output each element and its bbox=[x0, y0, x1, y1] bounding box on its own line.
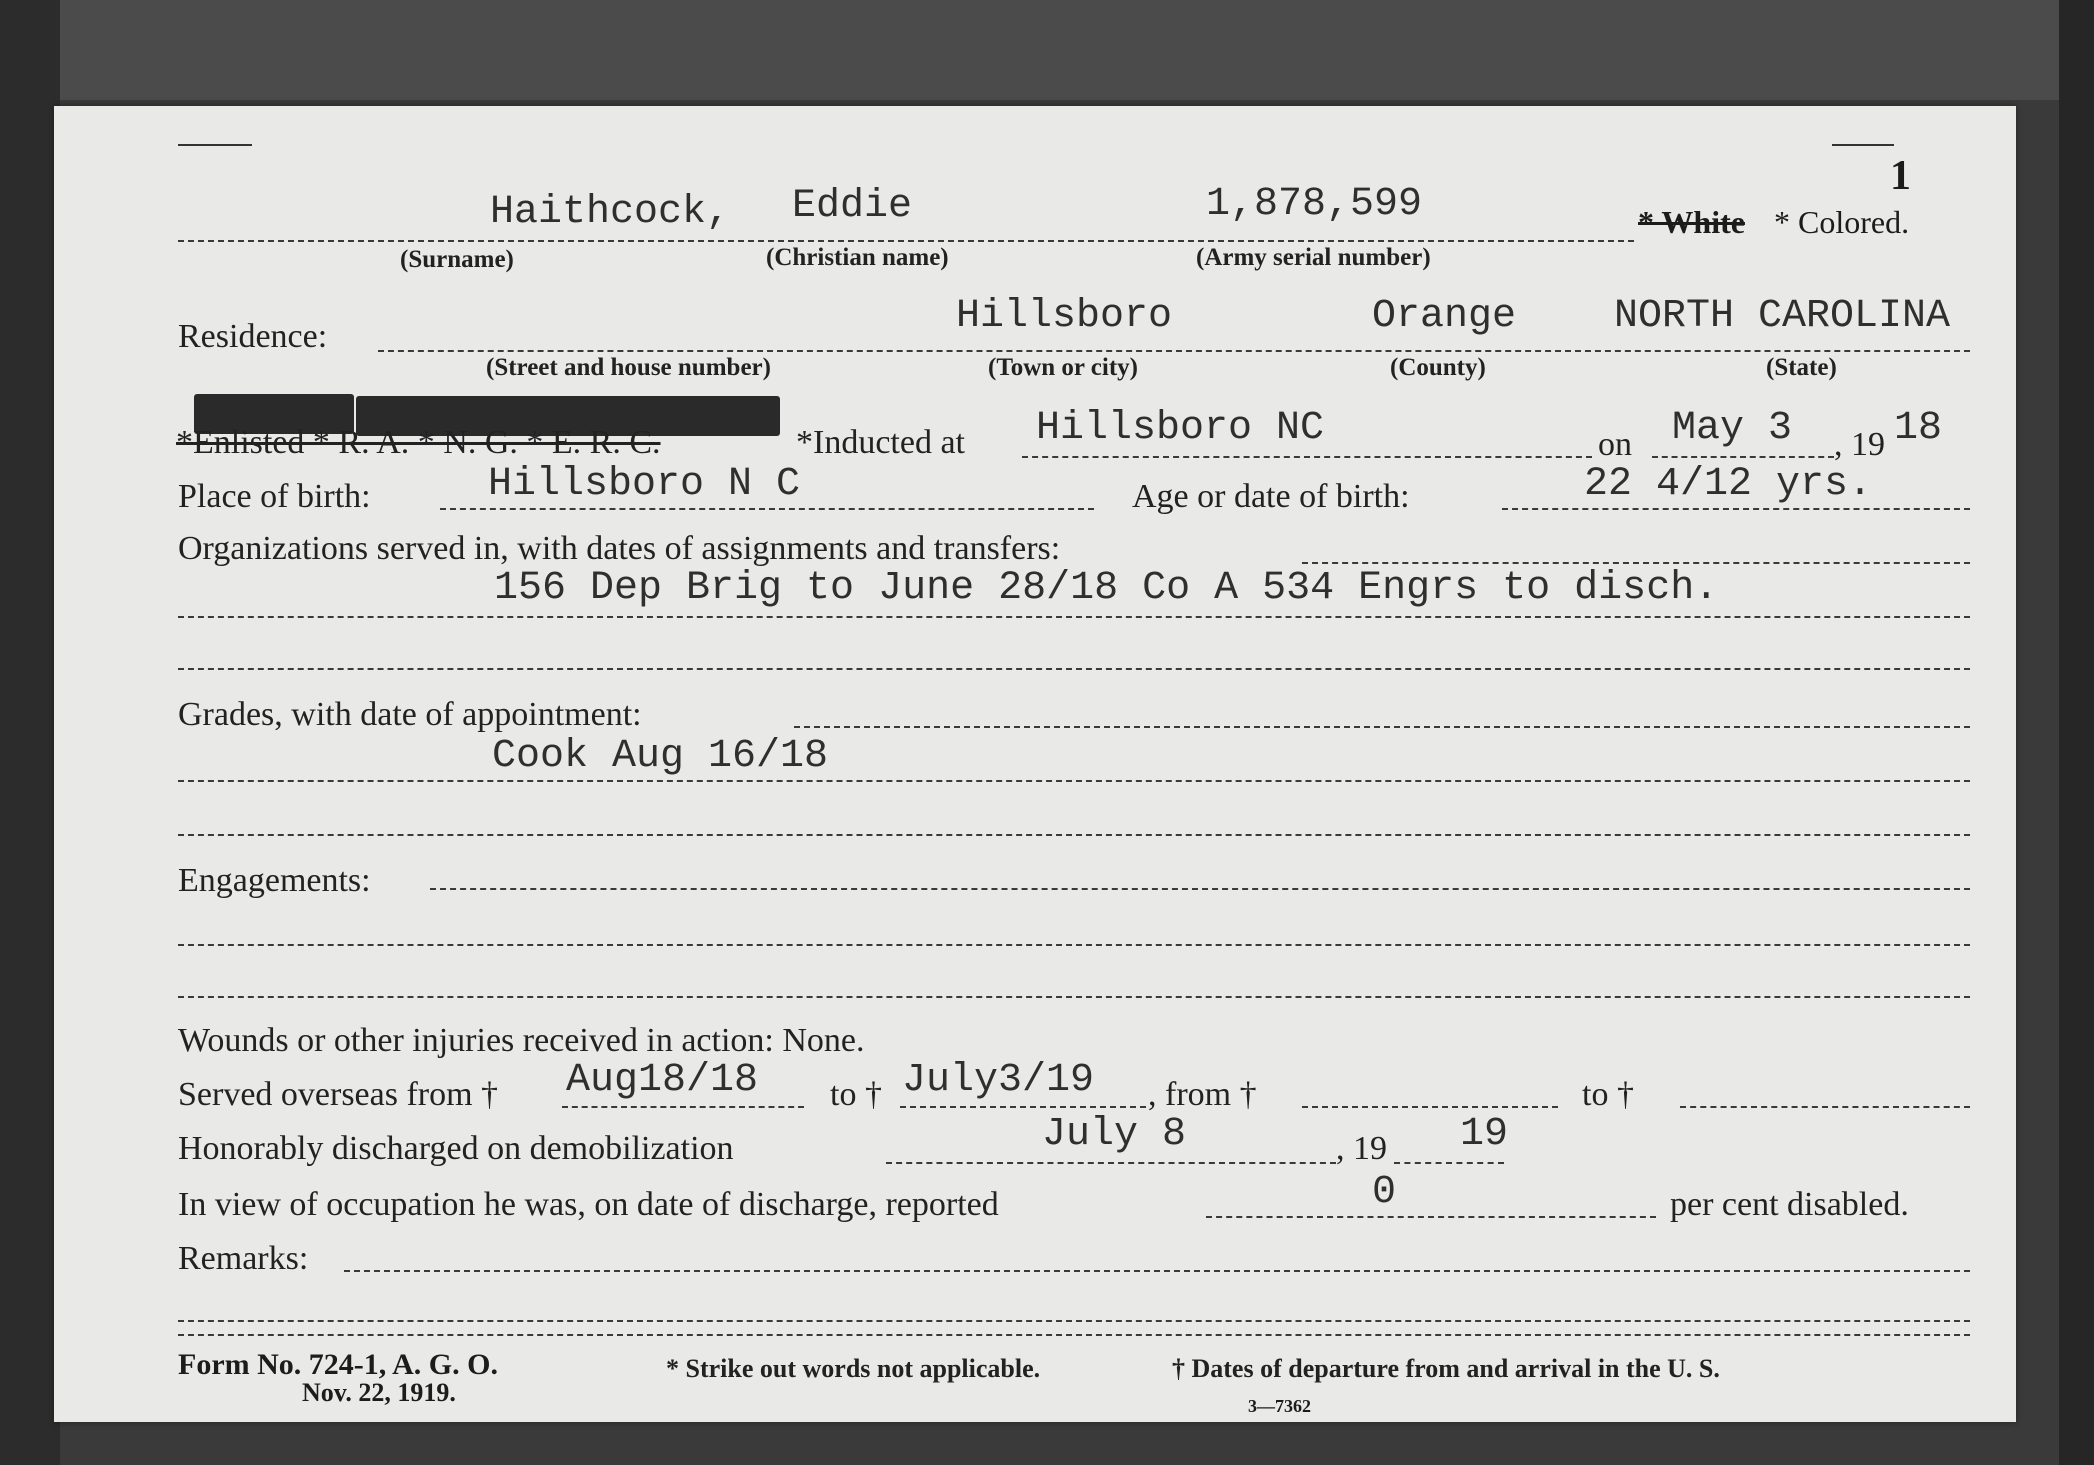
overseas-to-label: to † bbox=[830, 1076, 882, 1113]
engagements-line-2 bbox=[178, 996, 1970, 998]
inducted-at-value: Hillsboro NC bbox=[1036, 406, 1325, 451]
remarks-line-0 bbox=[344, 1270, 1970, 1272]
residence-label: Residence: bbox=[178, 318, 328, 355]
background-right bbox=[2059, 0, 2094, 1465]
surname-value: Haithcock, bbox=[490, 190, 731, 235]
town-caption: (Town or city) bbox=[988, 354, 1138, 381]
service-record-card bbox=[54, 106, 2016, 1422]
age-value: 22 4/12 yrs. bbox=[1584, 462, 1873, 507]
street-caption: (Street and house number) bbox=[486, 354, 771, 381]
residence-state-value: NORTH CAROLINA bbox=[1614, 294, 1951, 339]
place-of-birth-line bbox=[440, 508, 1094, 510]
overseas-from2-label: , from † bbox=[1148, 1076, 1257, 1113]
background-left bbox=[0, 0, 60, 1465]
overseas-from-value: Aug18/18 bbox=[566, 1058, 759, 1103]
overseas-to-line bbox=[900, 1106, 1146, 1108]
organizations-label: Organizations served in, with dates of assignments and transfers: bbox=[178, 530, 1061, 567]
disability-label: In view of occupation he was, on date of discharge, reported bbox=[178, 1186, 999, 1223]
state-caption: (State) bbox=[1766, 354, 1837, 381]
christian-name-caption: (Christian name) bbox=[766, 244, 949, 271]
remarks-line-1 bbox=[178, 1320, 1970, 1322]
inducted-line bbox=[1022, 456, 1592, 458]
age-label: Age or date of birth: bbox=[1132, 478, 1410, 515]
grades-line-0 bbox=[794, 726, 1970, 728]
discharge-year-prefix: , 19 bbox=[1336, 1130, 1387, 1167]
overseas-from2-line bbox=[1302, 1106, 1558, 1108]
induction-date-line bbox=[1652, 456, 1834, 458]
top-right-mark bbox=[1832, 144, 1894, 146]
christian-name-value: Eddie bbox=[792, 184, 913, 229]
print-code: 3—7362 bbox=[1248, 1396, 1311, 1416]
county-caption: (County) bbox=[1390, 354, 1486, 381]
residence-town-value: Hillsboro bbox=[956, 294, 1173, 339]
grades-label: Grades, with date of appointment: bbox=[178, 696, 642, 733]
surname-caption: (Surname) bbox=[400, 246, 514, 273]
organizations-line-1 bbox=[178, 616, 1970, 618]
colored-label: * Colored. bbox=[1774, 204, 1910, 240]
organizations-line-2 bbox=[178, 668, 1970, 670]
residence-line bbox=[378, 350, 1970, 352]
strike-note: * Strike out words not applicable. bbox=[666, 1354, 1041, 1383]
residence-county-value: Orange bbox=[1372, 294, 1517, 339]
organizations-value: 156 Dep Brig to June 28/18 Co A 534 Engrs to disch. bbox=[494, 566, 1719, 611]
place-of-birth-value: Hillsboro N C bbox=[488, 462, 801, 507]
grades-line-2 bbox=[178, 834, 1970, 836]
form-number: Form No. 724-1, A. G. O. bbox=[178, 1348, 498, 1381]
discharge-date-line bbox=[886, 1162, 1336, 1164]
induction-date-value: May 3 bbox=[1672, 406, 1793, 451]
discharge-label: Honorably discharged on demobilization bbox=[178, 1130, 734, 1167]
remarks-line-2 bbox=[178, 1334, 1970, 1336]
background-top bbox=[0, 0, 2094, 100]
discharge-year-line bbox=[1394, 1162, 1504, 1164]
white-label: * White bbox=[1638, 204, 1745, 240]
name-line bbox=[178, 240, 1634, 242]
overseas-label: Served overseas from † bbox=[178, 1076, 499, 1113]
form-date: Nov. 22, 1919. bbox=[302, 1378, 456, 1407]
inducted-label: *Inducted at bbox=[796, 424, 965, 461]
grades-line-1 bbox=[178, 780, 1970, 782]
disability-value: 0 bbox=[1372, 1170, 1397, 1215]
serial-number-caption: (Army serial number) bbox=[1196, 244, 1431, 271]
card-number: 1 bbox=[1890, 153, 1911, 199]
overseas-to2-line bbox=[1680, 1106, 1970, 1108]
overseas-to2-label: to † bbox=[1582, 1076, 1634, 1113]
organizations-line-0 bbox=[1302, 562, 1970, 564]
grades-value: Cook Aug 16/18 bbox=[492, 734, 829, 779]
on-label: on bbox=[1598, 426, 1632, 463]
discharge-year-value: 19 bbox=[1460, 1112, 1509, 1157]
overseas-to-value: July3/19 bbox=[902, 1058, 1095, 1103]
place-of-birth-label: Place of birth: bbox=[178, 478, 371, 515]
wounds-label: Wounds or other injuries received in action: None. bbox=[178, 1022, 865, 1059]
induction-year-value: 18 bbox=[1894, 406, 1943, 451]
induction-year-prefix: , 19 bbox=[1834, 426, 1885, 463]
discharge-date-value: July 8 bbox=[1042, 1112, 1187, 1157]
overseas-from-line bbox=[562, 1106, 804, 1108]
engagements-line-1 bbox=[178, 944, 1970, 946]
engagements-label: Engagements: bbox=[178, 862, 371, 899]
serial-number-value: 1,878,599 bbox=[1206, 182, 1423, 227]
top-left-mark bbox=[178, 144, 252, 146]
disability-suffix: per cent disabled. bbox=[1670, 1186, 1909, 1223]
age-line bbox=[1502, 508, 1970, 510]
remarks-label: Remarks: bbox=[178, 1240, 309, 1277]
disability-line bbox=[1206, 1216, 1656, 1218]
dates-note: † Dates of departure from and arrival in the U. S. bbox=[1172, 1354, 1720, 1383]
engagements-line-0 bbox=[430, 888, 1970, 890]
enlisted-label: *Enlisted * R. A. * N. G. * E. R. C. bbox=[176, 424, 661, 461]
